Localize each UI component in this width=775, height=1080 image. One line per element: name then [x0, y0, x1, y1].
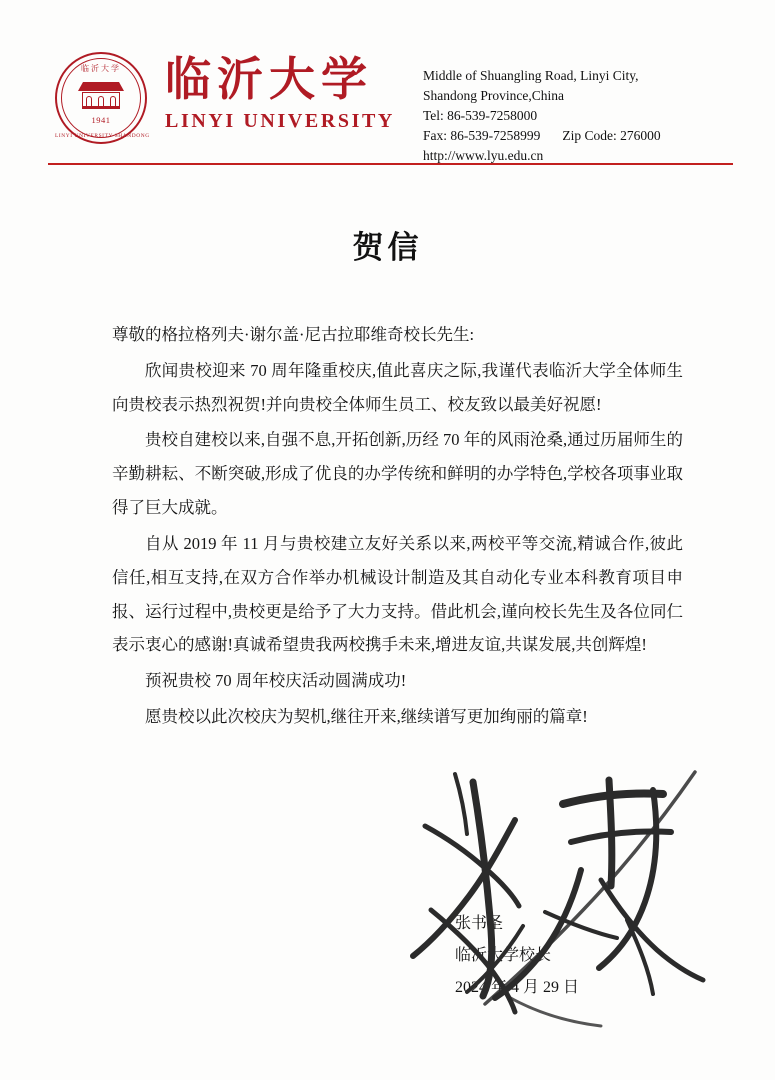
contact-address-line2: Shandong Province,China: [422, 87, 564, 103]
letter-body: [112, 318, 683, 736]
signatory-position: 临沂大学校长: [455, 947, 552, 964]
letter-salutation: 尊敬的格拉格列夫·谢尔盖·尼古拉耶维奇校长先生:: [112, 325, 475, 344]
letter-paragraph-5: 愿贵校以此次校庆为契机,继往开来,继续谱写更加绚丽的篇章!: [145, 706, 588, 726]
crest-gate-pillar: [110, 96, 116, 106]
signature-date: 2024 年 4 月 29 日: [455, 979, 580, 996]
letterhead-divider: [48, 163, 733, 165]
crest-gate-pillar: [86, 96, 92, 106]
letter-paragraph-1: 欣闻贵校迎来 70 周年隆重校庆,值此喜庆之际,我谨代表临沂大学全体师生向贵校表示热烈祝贺!并向贵校全体师生员工、校友致以最美好祝愿!: [112, 360, 683, 414]
crest-gate-pillar: [98, 96, 104, 106]
crest-founding-year: 1941: [91, 115, 111, 125]
contact-address-line1: Middle of Shuangling Road, Linyi City,: [422, 68, 639, 83]
wordmark-english: LINYI UNIVERSITY: [165, 110, 395, 133]
handwritten-signature-text: [395, 760, 396, 761]
university-wordmark: [165, 52, 395, 133]
contact-fax: Fax: 86-539-7258999: [422, 127, 541, 143]
signature-block: [455, 908, 579, 1004]
signatory-name: 张书圣: [455, 915, 504, 932]
letter-paragraph-4: 预祝贵校 70 周年校庆活动圆满成功!: [145, 671, 407, 691]
letter-paragraph-3: 自从 2019 年 11 月与贵校建立友好关系以来,两校平等交流,精诚合作,彼此信任,相互支持,在双方合作举办机械设计制造及其自动化专业本科教育项目申报、运行过程中,贵校更是给予了大力支持。借此机会,谨向校长先生及各位同仁表示衷心的感谢!真诚希望贵我两校携手未来,增进友谊,共谋发展,共创辉煌!: [112, 533, 683, 655]
wordmark-chinese: 临沂大学: [165, 54, 373, 105]
crest-chinese-name: 临沂大学: [81, 64, 121, 73]
crest-gate-roof: [78, 82, 124, 91]
contact-fax-zip: [423, 126, 661, 146]
page-title: 贺信: [352, 230, 423, 265]
crest-gate-icon: [78, 82, 124, 112]
contact-website[interactable]: http://www.lyu.edu.cn: [422, 147, 544, 163]
contact-block: [423, 52, 661, 166]
crest-gate-body: [82, 92, 120, 109]
contact-tel: Tel: 86-539-7258000: [422, 107, 538, 123]
letterhead: [55, 52, 727, 163]
letter-paragraph-2: 贵校自建校以来,自强不息,开拓创新,历经 70 年的风雨沧桑,通过历届师生的辛勤耕耘、不断突破,形成了优良的办学传统和鲜明的办学特色,学校各项事业取得了巨大成就。: [112, 430, 683, 518]
university-crest-icon: [55, 52, 150, 144]
crest-english-name: LINYI UNIVERSITY SHANDONG: [55, 133, 150, 139]
contact-zip: Zip Code: 276000: [562, 127, 661, 143]
